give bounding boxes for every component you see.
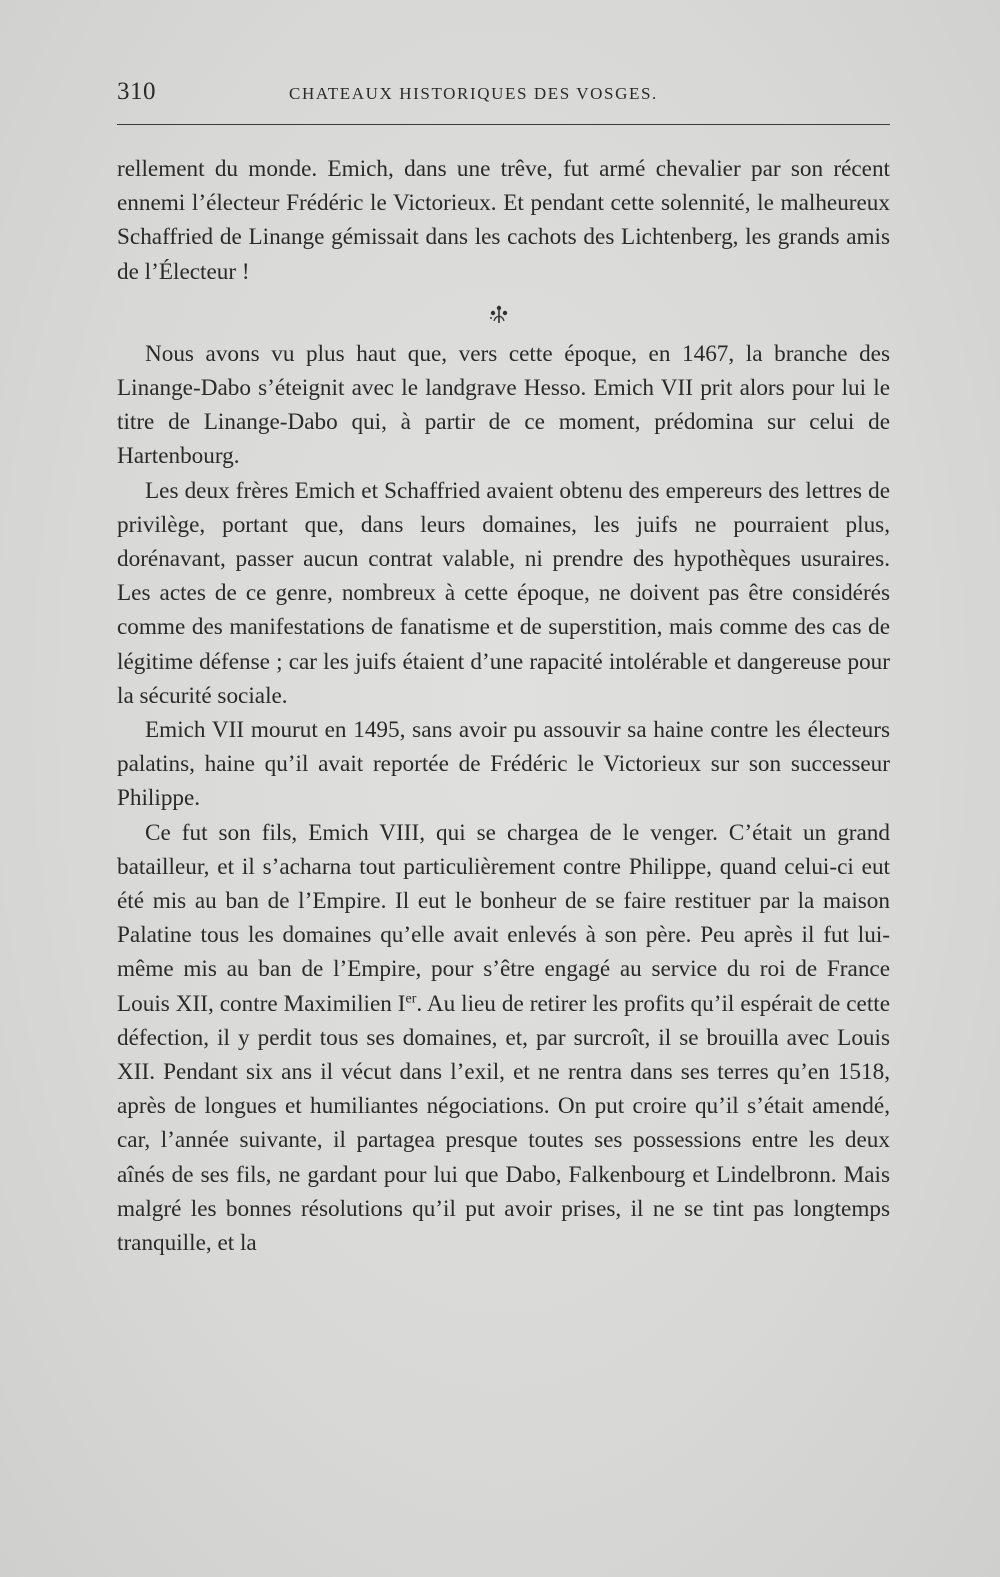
paragraph-1: rellement du monde. Emich, dans une trêve, fut armé chevalier par son récent ennemi l’électeur Frédéric le Victorieux. Et pendant cette solennité, le malheureux Schaffried de Linange gémissait dans les cachots des Lichtenberg, les grands amis de l’Électeur !	[117, 156, 890, 285]
ordinal-superscript: er	[405, 990, 417, 1006]
paragraph-5	[117, 816, 890, 1261]
fleuron-icon	[488, 304, 510, 326]
running-title: CHATEAUX HISTORIQUES DES VOSGES.	[289, 84, 658, 103]
paragraph-5-part-2: . Au lieu de retirer les profits qu’il espérait de cette défection, il y perdit tous ses domaines, et, par surcroît, il se brouilla avec Louis XII. Pendant six ans il vécut dans l’exil, et ne rentra dans ses terres qu’en 1518, après de longues et humiliantes négociations. On put croire qu’il s’était amendé, car, l’année suivante, il partagea presque toutes ses possessions entre les deux aînés de ses fils, ne gardant pour lui que Dabo, Falkenbourg et Lindelbronn. Mais malgré les bonnes résolutions qu’il put avoir prises, il ne se tint pas longtemps tranquille, et la	[117, 990, 890, 1257]
paragraph-5-part-1: Ce fut son fils, Emich VIII, qui se chargea de le venger. C’était un grand batailleur, et il s’acharna tout particulièrement contre Philippe, quand celui-ci eut été mis au ban de l’Empire. Il eut le bonheur de se faire restituer par la maison Palatine tous les domaines qu’elle avait enlevés à son père. Peu après il fut lui-même mis au ban de l’Empire, pour s’être engagé au service du roi de France Louis XII, contre Maximilien I	[117, 819, 890, 1017]
section-separator	[117, 291, 890, 337]
paragraph-4: Emich VII mourut en 1495, sans avoir pu assouvir sa haine contre les électeurs palatins, haine qu’il avait reportée de Frédéric le Victorieux sur son successeur Philippe.	[117, 717, 890, 812]
page-header	[117, 78, 890, 114]
paragraph-3: Les deux frères Emich et Schaffried avaient obtenu des empereurs des lettres de privilège, portant que, dans leurs domaines, les juifs ne pourraient plus, dorénavant, passer aucun contrat valable, ni prendre des hypothèques usuraires. Les actes de ce genre, nombreux à cette époque, ne doivent pas être considérés comme des manifestations de fanatisme et de superstition, mais comme des cas de légitime défense ; car les juifs étaient d’une rapacité intolérable et dangereuse pour la sécurité sociale.	[117, 477, 890, 709]
paragraph-2: Nous avons vu plus haut que, vers cette époque, en 1467, la branche des Linange-Dabo s’éteignit avec le landgrave Hesso. Emich VII prit alors pour lui le titre de Linange-Dabo qui, à partir de ce moment, prédomina sur celui de Hartenbourg.	[117, 340, 890, 470]
body-text	[117, 152, 890, 1260]
header-rule	[117, 124, 890, 125]
page-number: 310	[117, 78, 156, 105]
